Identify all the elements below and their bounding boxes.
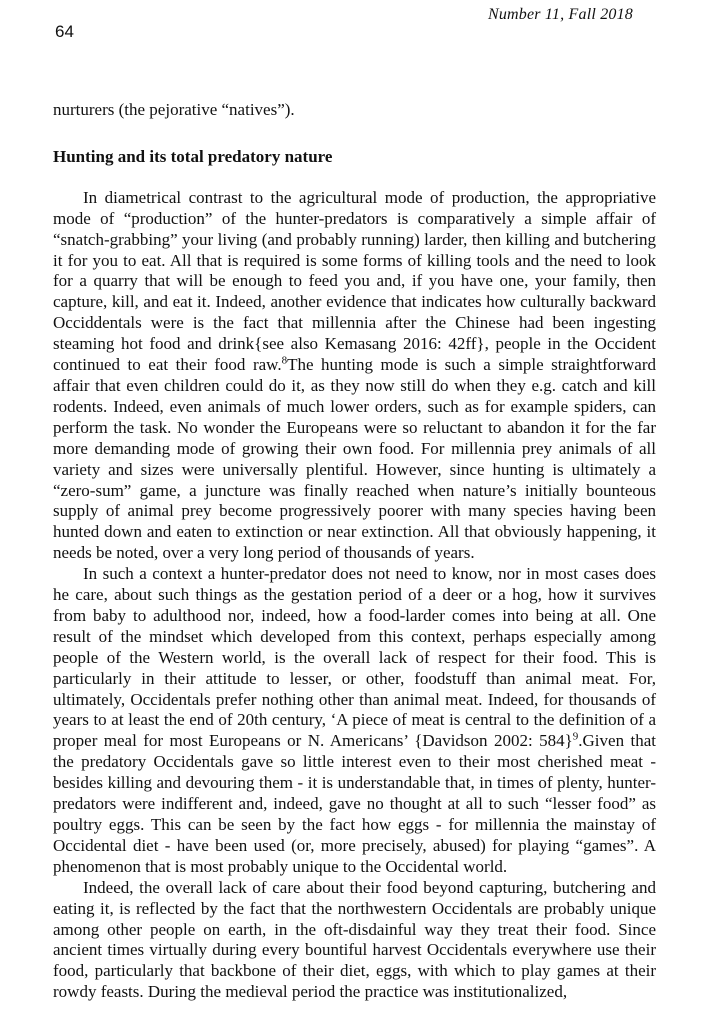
page-number: 64 <box>55 22 74 41</box>
footnote-marker: 9 <box>572 730 579 743</box>
page-body <box>53 100 656 1003</box>
section-heading: Hunting and its total predatory nature <box>53 146 333 166</box>
paragraph: In diametrical contrast to the agricultural mode of production, the appropriative mode of “production” of the hunter-predators is comparatively a simple affair of “snatch-grabbing” your living (and probably running) larder, then killing and butchering it for you to eat. All that is required is some forms of killing tools and the need to look for a quarry that will be enough to feed you and, if you have one, your family, then capture, kill, and eat it. Indeed, another evidence that indicates how culturally backward Occiddentals were is the fact that millennia after the Chinese had been ingesting steaming hot food and drink{see also Kemasang 2016: 42ff}, people in the Occident continued to eat their food raw.$^8$The hunting mode is such a simple straightforward affair that even children could do it, as they now still do when they e.g. catch and kill rodents. Indeed, even animals of much lower orders, such as for example spiders, can perform the task. No wonder the Europeans were so reluctant to abandon it for the far more demanding mode of growing their own food. For millennia prey animals of all variety and sizes were universally plentiful. However, since hunting is ultimately a “zero-sum” game, a juncture was finally reached when nature’s initially bounteous supply of animal prey become progressively poorer with many species having been hunted down and eaten to extinction or near extinction. All that obviously happening, it needs be noted, over a very long period of thousands of years. <box>53 187 656 563</box>
paragraph: Indeed, the overall lack of care about their food beyond capturing, butchering and eating it, is reflected by the fact that the northwestern Occidentals are probably unique among other people on earth, in the oft-disdainful way they treat their food. Since ancient times virtually during every bountiful harvest Occidentals everywhere use their food, particularly that backbone of their diet, eggs, with which to play games at their rowdy feasts. During the medieval period the practice was institutionalized, <box>53 877 656 1002</box>
running-header: Number 11, Fall 2018 <box>487 6 633 23</box>
footnote-marker: 8 <box>281 354 288 367</box>
paragraph: In such a context a hunter-predator does not need to know, nor in most cases does he care, about such things as the gestation period of a deer or a hog, how it survives from baby to adulthood nor, indeed, how a food-larder comes into being at all. One result of the mindset which developed from this context, perhaps especially among people of the Western world, is the overall lack of respect for their food. This is particularly in their attitude to lesser, or other, foodstuff than animal meat. For, ultimately, Occidentals prefer nothing other than animal meat. Indeed, for thousands of years to at least the end of 20th century, ‘A piece of meat is central to the definition of a proper meal for most Europeans or N. Americans’ {Davidson 2002: 584}$^9$.Given that the predatory Occidentals gave so little interest even to their most cherished meat - besides killing and devouring them - it is understandable that, in times of plenty, hunter-predators were indifferent and, indeed, gave no thought at all to such “lesser food” as poultry eggs. This can be seen by the fact how eggs - for millennia the mainstay of Occidental diet - have been used (or, more precisely, abused) for playing “games”. A phenomenon that is most probably unique to the Occidental world. <box>53 564 656 876</box>
continuation-text: nurturers (the pejorative “natives”). <box>53 100 295 119</box>
